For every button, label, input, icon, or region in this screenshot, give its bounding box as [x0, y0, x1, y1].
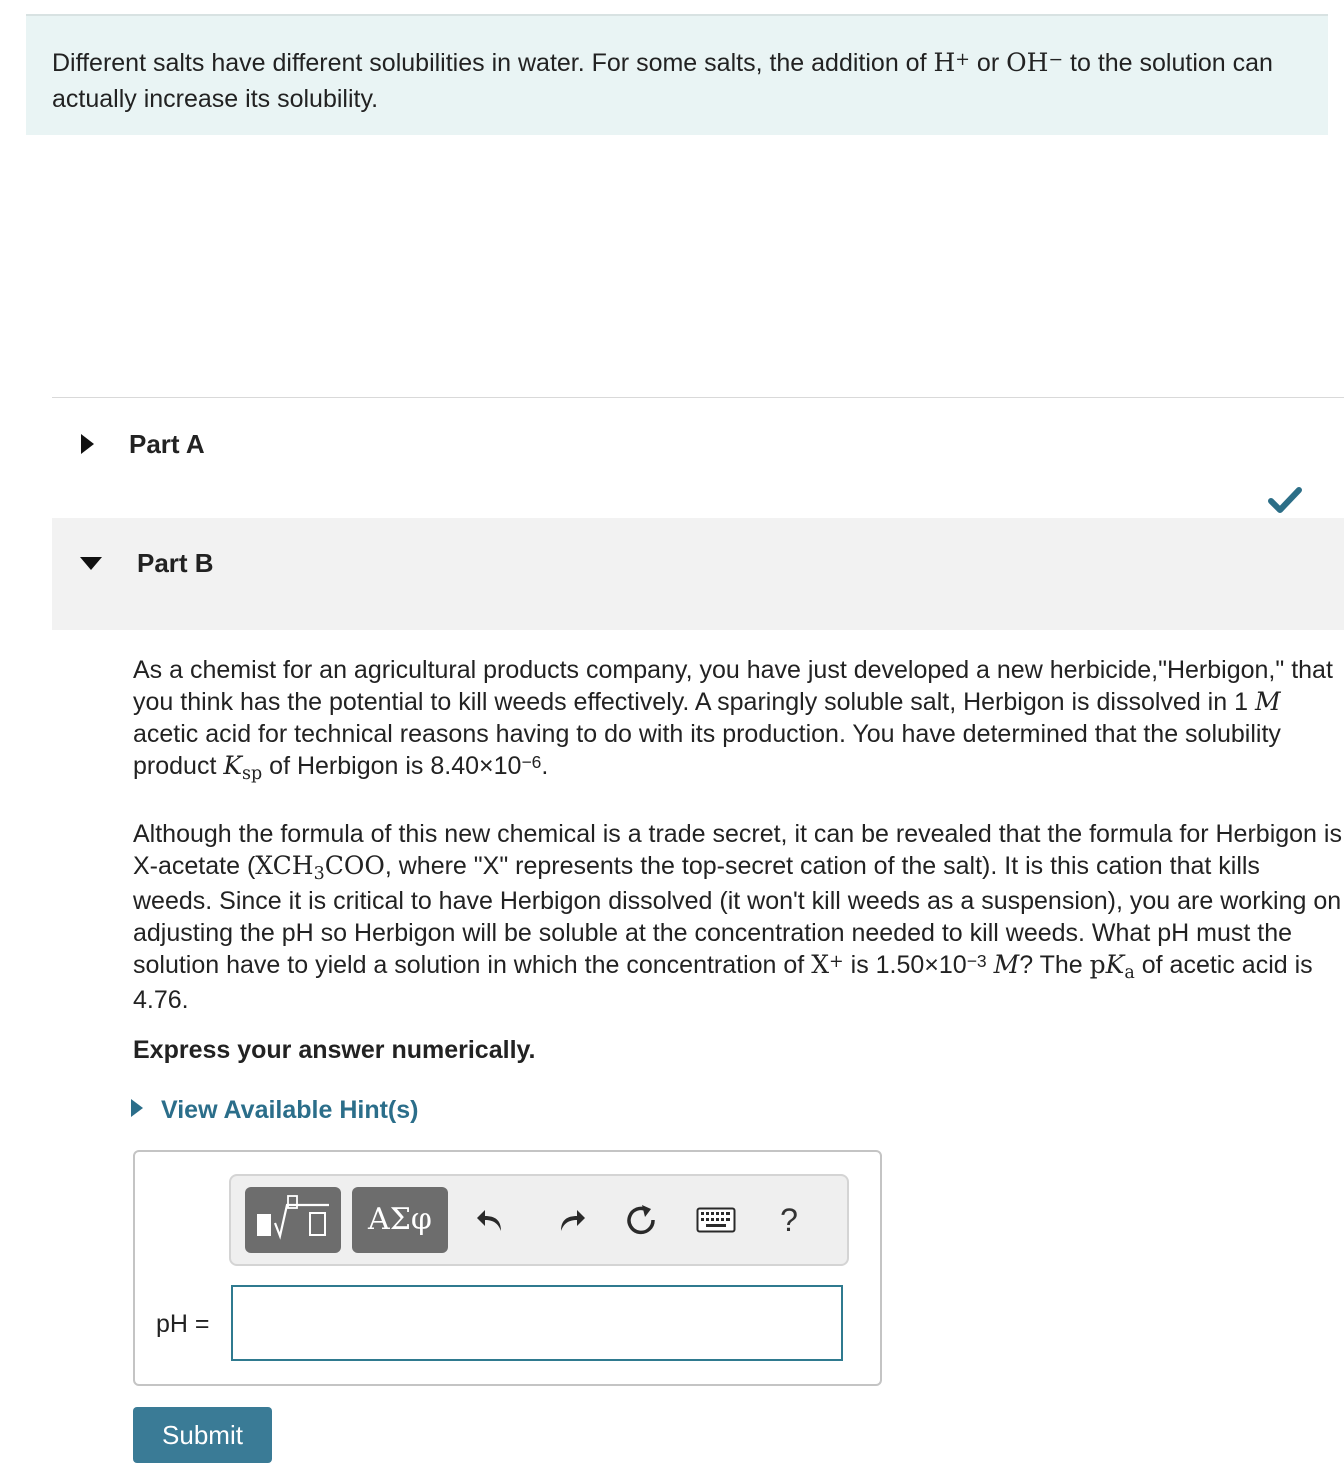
hint-arrow-icon: [131, 1099, 143, 1117]
undo-icon[interactable]: [469, 1198, 513, 1242]
math-toolbar: [229, 1174, 849, 1266]
part-b-title[interactable]: Part B: [137, 548, 214, 578]
section-divider: [52, 397, 1344, 398]
answer-input[interactable]: [231, 1285, 843, 1361]
help-icon[interactable]: ?: [780, 1201, 798, 1238]
greek-symbols-button[interactable]: ΑΣφ: [352, 1187, 448, 1253]
redo-icon[interactable]: [549, 1198, 593, 1242]
view-hints-label: View Available Hint(s): [161, 1096, 419, 1124]
view-hints-link[interactable]: [131, 1096, 418, 1125]
part-a-title[interactable]: Part A: [129, 429, 205, 459]
expanded-arrow-icon[interactable]: [80, 557, 102, 570]
problem-paragraph-1: As a chemist for an agricultural products company, you have just developed a new herbicide,"Herbigon," that you think has the potential to kill weeds effectively. A sparingly soluble salt, Herbigon is dissolved in 1 M acetic acid for technical reasons having to do with its production. You have determined that the solubility product $K_{sp}$ of Herbigon is $8.40\times 10^{-6}$.: [133, 656, 1333, 785]
check-icon: [1268, 485, 1302, 515]
part-b-header[interactable]: [52, 518, 1344, 630]
intro-text: Different salts have different solubilities in water. For some salts, the addition of H+ or OH− to the solution can actually increase its solubility.: [52, 48, 1273, 113]
submit-button[interactable]: Submit: [133, 1407, 272, 1463]
problem-paragraph-2: Although the formula of this new chemical is a trade secret, it can be revealed that the formula for Herbigon is X-acetate ($XCH_3COO$, where "X" represents the top-secret cation of the salt). It is this cation that kills weeds. Since it is critical to have Herbigon dissolved (it won't kill weeds as a suspension), you are working on adjusting the pH so Herbigon will be soluble at the concentration needed to kill weeds. What pH must the solution have to yield a solution in which the concentration of X+ is $1.50\times 10^{-3}$ M? The $pK_a$ of acetic acid is 4.76.: [133, 820, 1342, 1014]
keyboard-icon[interactable]: [694, 1198, 738, 1242]
templates-button[interactable]: [245, 1187, 341, 1253]
answer-label: pH =: [156, 1310, 210, 1338]
instruction-text: Express your answer numerically.: [133, 1036, 536, 1064]
collapsed-arrow-icon[interactable]: [81, 434, 94, 454]
template-icon: [245, 1187, 341, 1253]
intro-box: [26, 14, 1328, 135]
reset-icon[interactable]: [619, 1198, 663, 1242]
answer-box: [133, 1150, 882, 1386]
